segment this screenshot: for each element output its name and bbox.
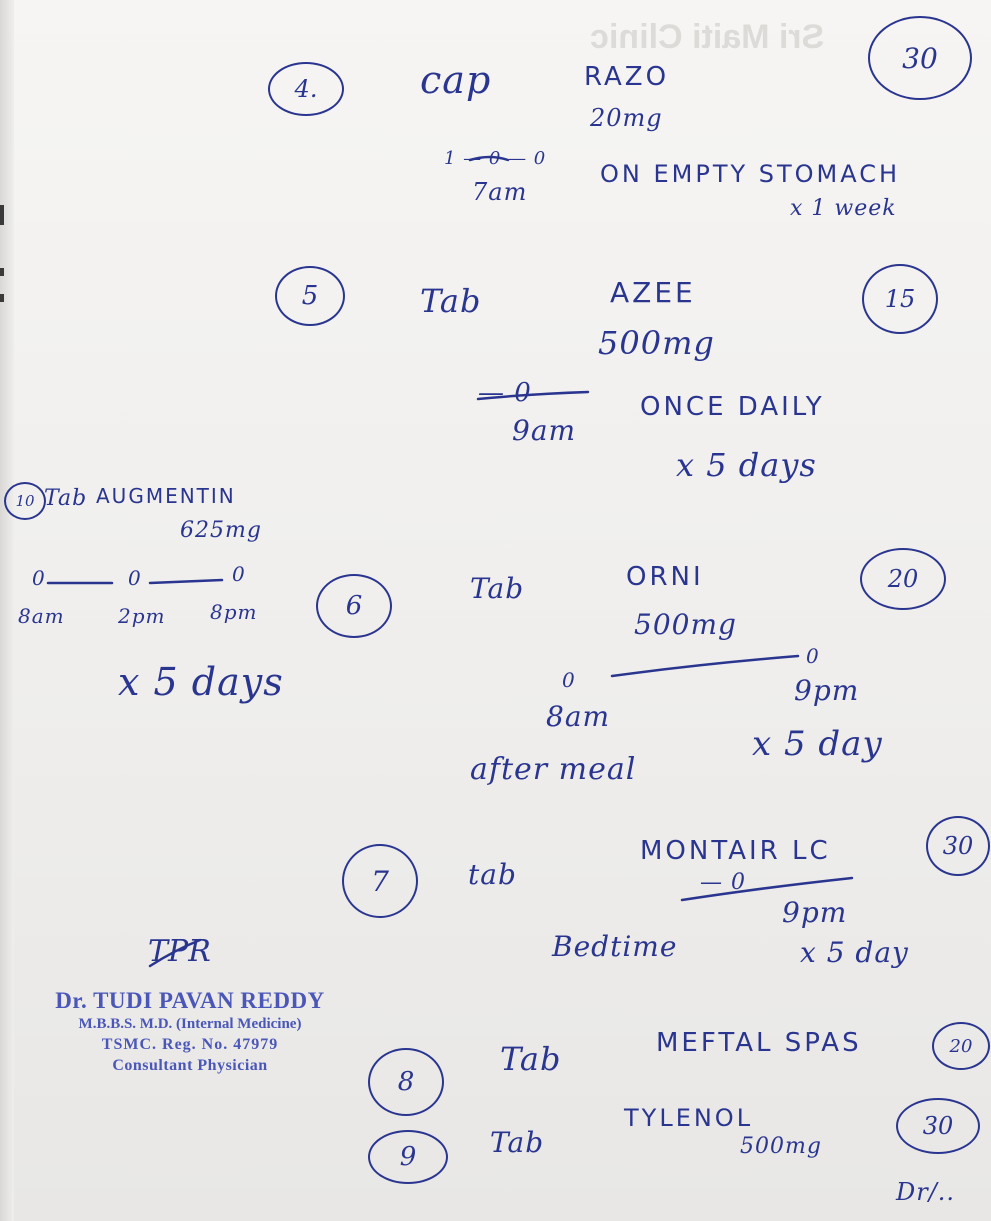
entry-7-time: 9pm [782, 896, 848, 929]
stamp-designation: Consultant Physician [112, 1057, 268, 1074]
stamp-qualification: M.B.B.S. M.D. (Internal Medicine) [78, 1016, 302, 1032]
entry-6-drug: ORNI [626, 562, 704, 592]
entry-7-form: tab [468, 858, 517, 891]
entry-4-duration: x 1 week [790, 196, 897, 221]
entry-7-instruction: Bedtime [552, 930, 678, 963]
entry-7-duration: x 5 day [800, 936, 909, 969]
entry-10-dose-line [150, 580, 222, 583]
entry-5-time: 9am [512, 414, 577, 447]
entry-4-dose-pattern: 1 — 0 — 0 [444, 148, 547, 169]
entry-7-number-circle: 7 [342, 844, 418, 918]
entry-6-quantity-circle: 20 [860, 548, 946, 610]
entry-10-time: 8am [18, 604, 65, 628]
entry-6-dose-left: 0 [562, 668, 576, 692]
entry-6-time-am: 8am [546, 700, 611, 733]
entry-10-form: Tab [44, 486, 88, 511]
entry-10-dose-mark: 0 [32, 566, 46, 590]
entry-9-quantity-circle: 30 [896, 1098, 980, 1154]
entry-10-duration: x 5 days [118, 660, 284, 704]
entry-10-dose-mark: 0 [232, 562, 246, 586]
entry-7-quantity-circle: 30 [926, 816, 990, 876]
entry-9-strength: 500mg [740, 1134, 822, 1159]
entry-8-number-circle: 8 [368, 1048, 444, 1116]
signature-flourish [150, 940, 200, 966]
entry-6-number-circle: 6 [316, 574, 392, 638]
entry-6-strength: 500mg [634, 608, 737, 641]
entry-4-dose-tick [470, 157, 508, 160]
entry-9-drug: TYLENOL [624, 1104, 754, 1132]
signature: TPR [148, 934, 211, 969]
entry-4-drug: RAZO [584, 62, 670, 92]
entry-10-time: 2pm [118, 604, 166, 628]
entry-10-dose-mark: 0 [128, 566, 142, 590]
entry-10-drug: AUGMENTIN [96, 484, 236, 508]
entry-4-number-circle: 4. [268, 62, 344, 116]
entry-4-form: cap [420, 58, 492, 102]
entry-7-dose-line [682, 878, 852, 900]
entry-4-strength: 20mg [590, 104, 663, 132]
entry-5-dose-line [478, 392, 588, 399]
entry-4-time: 7am [472, 178, 528, 206]
entry-8-drug: MEFTAL SPAS [656, 1028, 862, 1058]
entry-9-form: Tab [490, 1126, 545, 1159]
entry-5-quantity-circle: 15 [862, 264, 938, 334]
stamp-registration: TSMC. Reg. No. 47979 [101, 1036, 279, 1053]
bottom-scrawl: Dr/.. [896, 1178, 956, 1206]
entry-5-instruction: ONCE DAILY [640, 392, 825, 422]
entry-10-number-circle: 10 [4, 482, 46, 520]
entry-6-instruction: after meal [470, 752, 637, 787]
entry-5-strength: 500mg [598, 324, 715, 362]
entry-6-time-pm: 9pm [794, 674, 860, 707]
stamp-doctor-name: Dr. TUDI PAVAN REDDY [55, 988, 325, 1013]
entry-7-drug: MONTAIR LC [640, 836, 831, 866]
show-through-clinic-name: Sri Maiti Clinic [590, 18, 825, 56]
entry-9-number-circle: 9 [368, 1130, 448, 1184]
entry-6-duration: x 5 day [752, 724, 883, 764]
entry-5-dose-pattern: — 0 [478, 378, 532, 408]
entry-6-form: Tab [470, 572, 525, 605]
entry-10-strength: 625mg [180, 518, 262, 543]
entry-8-form: Tab [500, 1040, 562, 1078]
entry-6-dose-right: 0 [806, 644, 820, 668]
entry-5-number-circle: 5 [275, 266, 345, 326]
entry-8-quantity-circle: 20 [932, 1022, 990, 1070]
entry-5-form: Tab [420, 282, 482, 320]
entry-7-dose-pattern: — 0 [700, 870, 746, 895]
entry-4-quantity-circle: 30 [868, 16, 972, 100]
entry-5-drug: AZEE [610, 276, 696, 309]
entry-5-duration: x 5 days [676, 446, 817, 484]
entry-10-time: 8pm [210, 600, 258, 624]
entry-4-instruction: ON EMPTY STOMACH [600, 160, 901, 188]
entry-6-dose-line [612, 656, 798, 676]
